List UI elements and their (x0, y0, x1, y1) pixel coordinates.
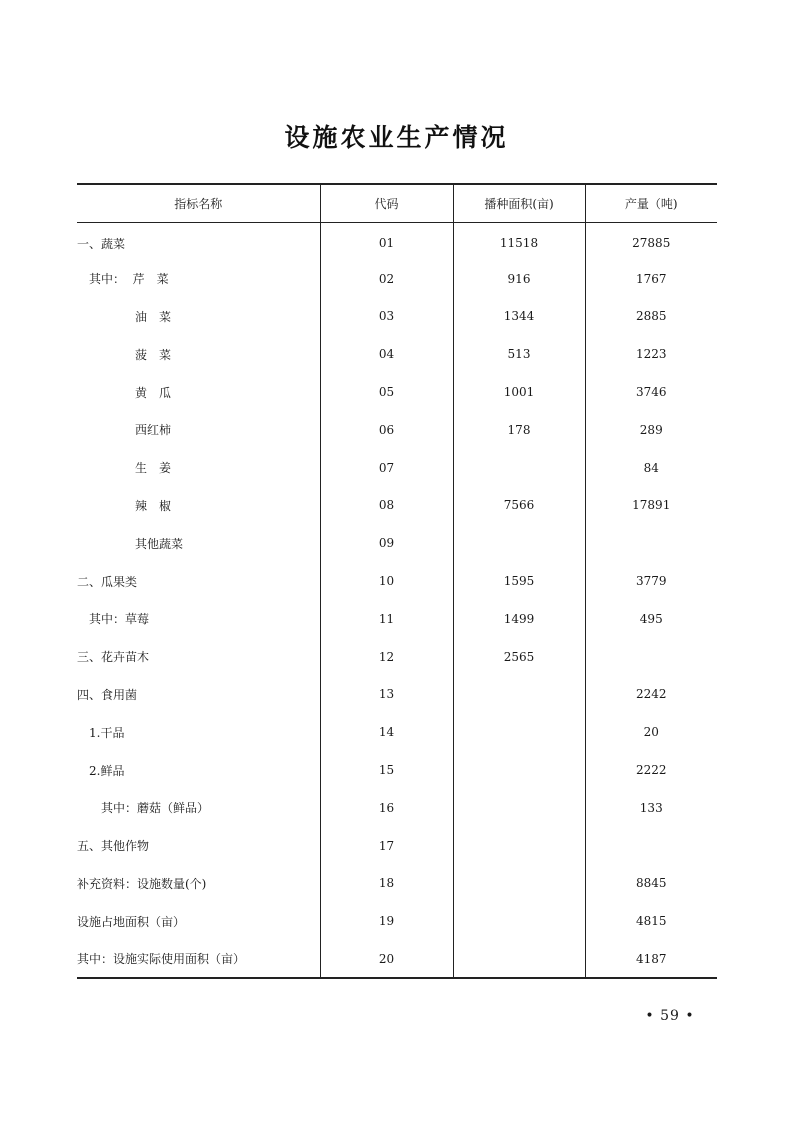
row-output: 4815 (585, 902, 717, 940)
row-output: 8845 (585, 865, 717, 903)
row-output: 2242 (585, 676, 717, 714)
row-name: 五、其他作物 (77, 839, 150, 854)
row-area (453, 713, 585, 751)
row-area (453, 524, 585, 562)
row-area (453, 902, 585, 940)
table-row (77, 751, 717, 789)
row-name: 菠 菜 (135, 347, 172, 362)
row-code: 15 (320, 751, 453, 789)
row-code: 13 (320, 676, 453, 714)
row-name: 生 姜 (135, 461, 172, 476)
header-sown-area: 播种面积(亩) (453, 184, 585, 222)
row-area (453, 449, 585, 487)
row-area (453, 751, 585, 789)
row-code: 18 (320, 865, 453, 903)
row-name: 设施占地面积（亩） (77, 914, 186, 929)
row-name: 三、花卉苗木 (77, 650, 150, 665)
row-code: 11 (320, 600, 453, 638)
row-area: 513 (453, 335, 585, 373)
table-row (77, 487, 717, 525)
page-title: 设施农业生产情况 (284, 123, 509, 152)
row-name: 西红柿 (135, 423, 172, 438)
row-name: 四、食用菌 (77, 687, 138, 702)
row-code: 01 (320, 222, 453, 260)
table-row (77, 335, 717, 373)
row-output: 2885 (585, 298, 717, 336)
row-code: 16 (320, 789, 453, 827)
row-name: 二、瓜果类 (77, 574, 138, 589)
table-row (77, 260, 717, 298)
row-output: 1767 (585, 260, 717, 298)
row-area: 1001 (453, 373, 585, 411)
table-row (77, 940, 717, 978)
row-output (585, 827, 717, 865)
table-row (77, 524, 717, 562)
row-code: 06 (320, 411, 453, 449)
row-area: 7566 (453, 487, 585, 525)
table-row (77, 902, 717, 940)
row-output: 3746 (585, 373, 717, 411)
row-code: 14 (320, 713, 453, 751)
row-area: 1344 (453, 298, 585, 336)
row-name: 补充资料：设施数量(个) (77, 876, 207, 891)
row-output: 1223 (585, 335, 717, 373)
row-code: 12 (320, 638, 453, 676)
row-code: 05 (320, 373, 453, 411)
row-area (453, 827, 585, 865)
row-output (585, 524, 717, 562)
row-name: 其中：设施实际使用面积（亩） (77, 940, 320, 978)
row-name: 油 菜 (135, 309, 172, 324)
row-output: 495 (585, 600, 717, 638)
row-name: 其中：草莓 (89, 612, 150, 627)
row-area: 178 (453, 411, 585, 449)
table-row (77, 298, 717, 336)
row-output: 84 (585, 449, 717, 487)
table-row (77, 411, 717, 449)
row-area: 2565 (453, 638, 585, 676)
row-area: 1499 (453, 600, 585, 638)
table-row (77, 600, 717, 638)
row-output: 4187 (585, 940, 717, 978)
row-code: 09 (320, 524, 453, 562)
header-indicator-name: 指标名称 (77, 184, 320, 222)
table-row (77, 676, 717, 714)
row-code: 07 (320, 449, 453, 487)
row-output (585, 638, 717, 676)
row-area (453, 865, 585, 903)
row-code: 08 (320, 487, 453, 525)
row-area (453, 676, 585, 714)
row-code: 10 (320, 562, 453, 600)
table-header-row (77, 184, 717, 222)
row-code: 04 (320, 335, 453, 373)
row-code: 20 (320, 940, 453, 978)
row-name: 一、蔬菜 (77, 236, 126, 251)
table-row (77, 638, 717, 676)
row-area (453, 940, 585, 978)
row-output: 133 (585, 789, 717, 827)
row-output: 20 (585, 713, 717, 751)
row-name: 其中： 芹 菜 (89, 272, 169, 287)
row-name: 2.鲜品 (89, 763, 125, 778)
row-name: 黄 瓜 (135, 385, 172, 400)
page-number: • 59 • (645, 1008, 695, 1024)
row-name: 其中：蘑菇（鲜品） (101, 801, 210, 816)
row-name: 辣 椒 (135, 498, 172, 513)
table-row (77, 449, 717, 487)
row-output: 27885 (585, 222, 717, 260)
row-name: 其他蔬菜 (135, 536, 184, 551)
row-code: 02 (320, 260, 453, 298)
statistics-table (77, 183, 717, 979)
table-row (77, 865, 717, 903)
row-area: 11518 (453, 222, 585, 260)
row-output: 289 (585, 411, 717, 449)
header-code: 代码 (320, 184, 453, 222)
row-code: 19 (320, 902, 453, 940)
row-output: 3779 (585, 562, 717, 600)
row-output: 17891 (585, 487, 717, 525)
row-area: 916 (453, 260, 585, 298)
row-name: 1.干品 (89, 725, 125, 740)
row-code: 17 (320, 827, 453, 865)
header-output: 产量（吨) (585, 184, 717, 222)
table-row (77, 713, 717, 751)
row-area (453, 789, 585, 827)
table-row (77, 222, 717, 260)
row-area: 1595 (453, 562, 585, 600)
row-output: 2222 (585, 751, 717, 789)
table-row (77, 373, 717, 411)
table-row (77, 789, 717, 827)
table-row (77, 827, 717, 865)
table-row (77, 562, 717, 600)
row-code: 03 (320, 298, 453, 336)
